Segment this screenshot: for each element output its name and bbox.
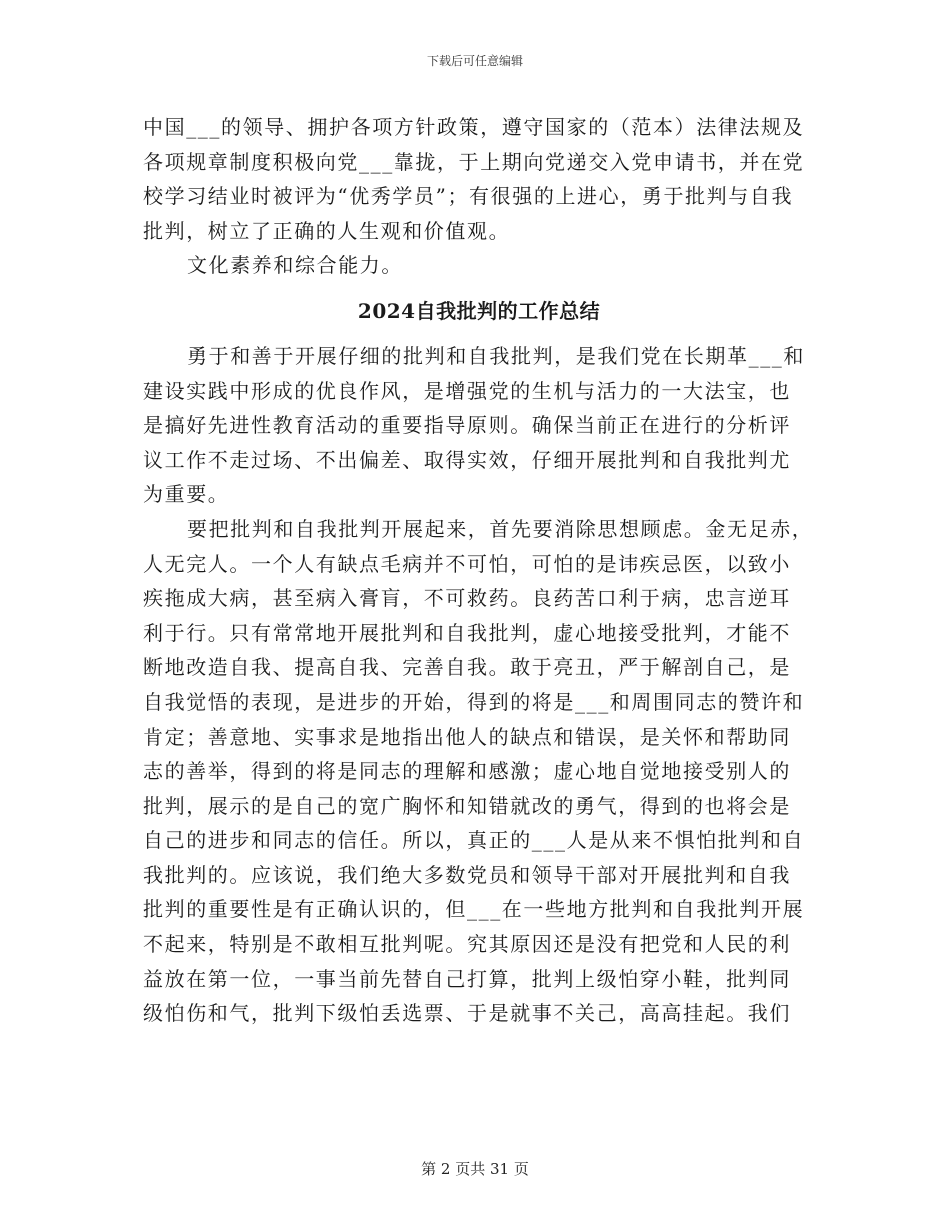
- text-line: 级怕伤和气，批判下级怕丢选票、于是就事不关己，高高挂起。我们: [143, 1001, 791, 1026]
- text-line: 校学习结业时被评为“优秀学员”；有很强的上进心，勇于批判与自我: [143, 184, 794, 209]
- text-line: 议工作不走过场、不出偏差、取得实效，仔细开展批判和自我批判尤: [143, 447, 791, 472]
- paragraph-2: [143, 512, 815, 1031]
- text-line: 益放在第一位，一事当前先替自己打算，批判上级怕穿小鞋，批判同: [143, 966, 791, 991]
- page-footer: 第 2 页共 31 页: [421, 1160, 529, 1178]
- text-line: 疾拖成大病，甚至病入膏肓，不可救药。良药苦口利于病，忠言逆耳: [143, 586, 791, 611]
- section-title: 2024自我批判的工作总结: [357, 298, 601, 323]
- text-line: 人无完人。一个人有缺点毛病并不可怕，可怕的是讳疾忌医，以致小: [143, 551, 791, 576]
- text-line: 为重要。: [143, 482, 230, 507]
- text-line: 批判的重要性是有正确认识的，但___在一些地方批判和自我批判开展: [143, 897, 805, 922]
- text-line: 自我觉悟的表现，是进步的开始，得到的将是___和周围同志的赞许和: [143, 689, 805, 714]
- text-line: 批判，树立了正确的人生观和价值观。: [143, 218, 511, 243]
- text-line: 要把批判和自我批判开展起来，首先要消除思想顾虑。金无足赤，: [187, 516, 814, 541]
- page-header: 下载后可任意编辑: [426, 54, 523, 68]
- text-line: 批判，展示的是自己的宽广胸怀和知错就改的勇气，得到的也将会是: [143, 793, 791, 818]
- text-line: 是搞好先进性教育活动的重要指导原则。确保当前正在进行的分析评: [143, 413, 791, 438]
- text-line: 断地改造自我、提高自我、完善自我。敢于亮丑，严于解剖自己，是: [143, 655, 791, 680]
- text-line: 志的善举，得到的将是同志的理解和感激；虚心地自觉地接受别人的: [143, 759, 791, 784]
- text-line: 肯定；善意地、实事求是地指出他人的缺点和错误，是关怀和帮助同: [143, 724, 791, 749]
- text-line: 勇于和善于开展仔细的批判和自我批判，是我们党在长期革___和: [187, 343, 805, 368]
- text-line: 我批判的。应该说，我们绝大多数党员和领导干部对开展批判和自我: [143, 862, 791, 887]
- short-paragraph: 文化素养和综合能力。: [187, 253, 403, 278]
- text-line: 利于行。只有常常地开展批判和自我批判，虚心地接受批判，才能不: [143, 620, 791, 645]
- text-line: 不起来，特别是不敢相互批判呢。究其原因还是没有把党和人民的利: [143, 932, 791, 957]
- text-line: 自己的进步和同志的信任。所以，真正的___人是从来不惧怕批判和自: [143, 828, 805, 853]
- text-line: 建设实践中形成的优良作风，是增强党的生机与活力的一大法宝，也: [143, 378, 791, 403]
- text-line: 各项规章制度积极向党___靠拢，于上期向党递交入党申请书，并在党: [143, 149, 805, 174]
- paragraph-1: [143, 339, 815, 512]
- intro-paragraph: [143, 110, 815, 248]
- document-body: [143, 110, 815, 1031]
- text-line: 中国___的领导、拥护各项方针政策，遵守国家的（范本）法律法规及: [143, 115, 805, 139]
